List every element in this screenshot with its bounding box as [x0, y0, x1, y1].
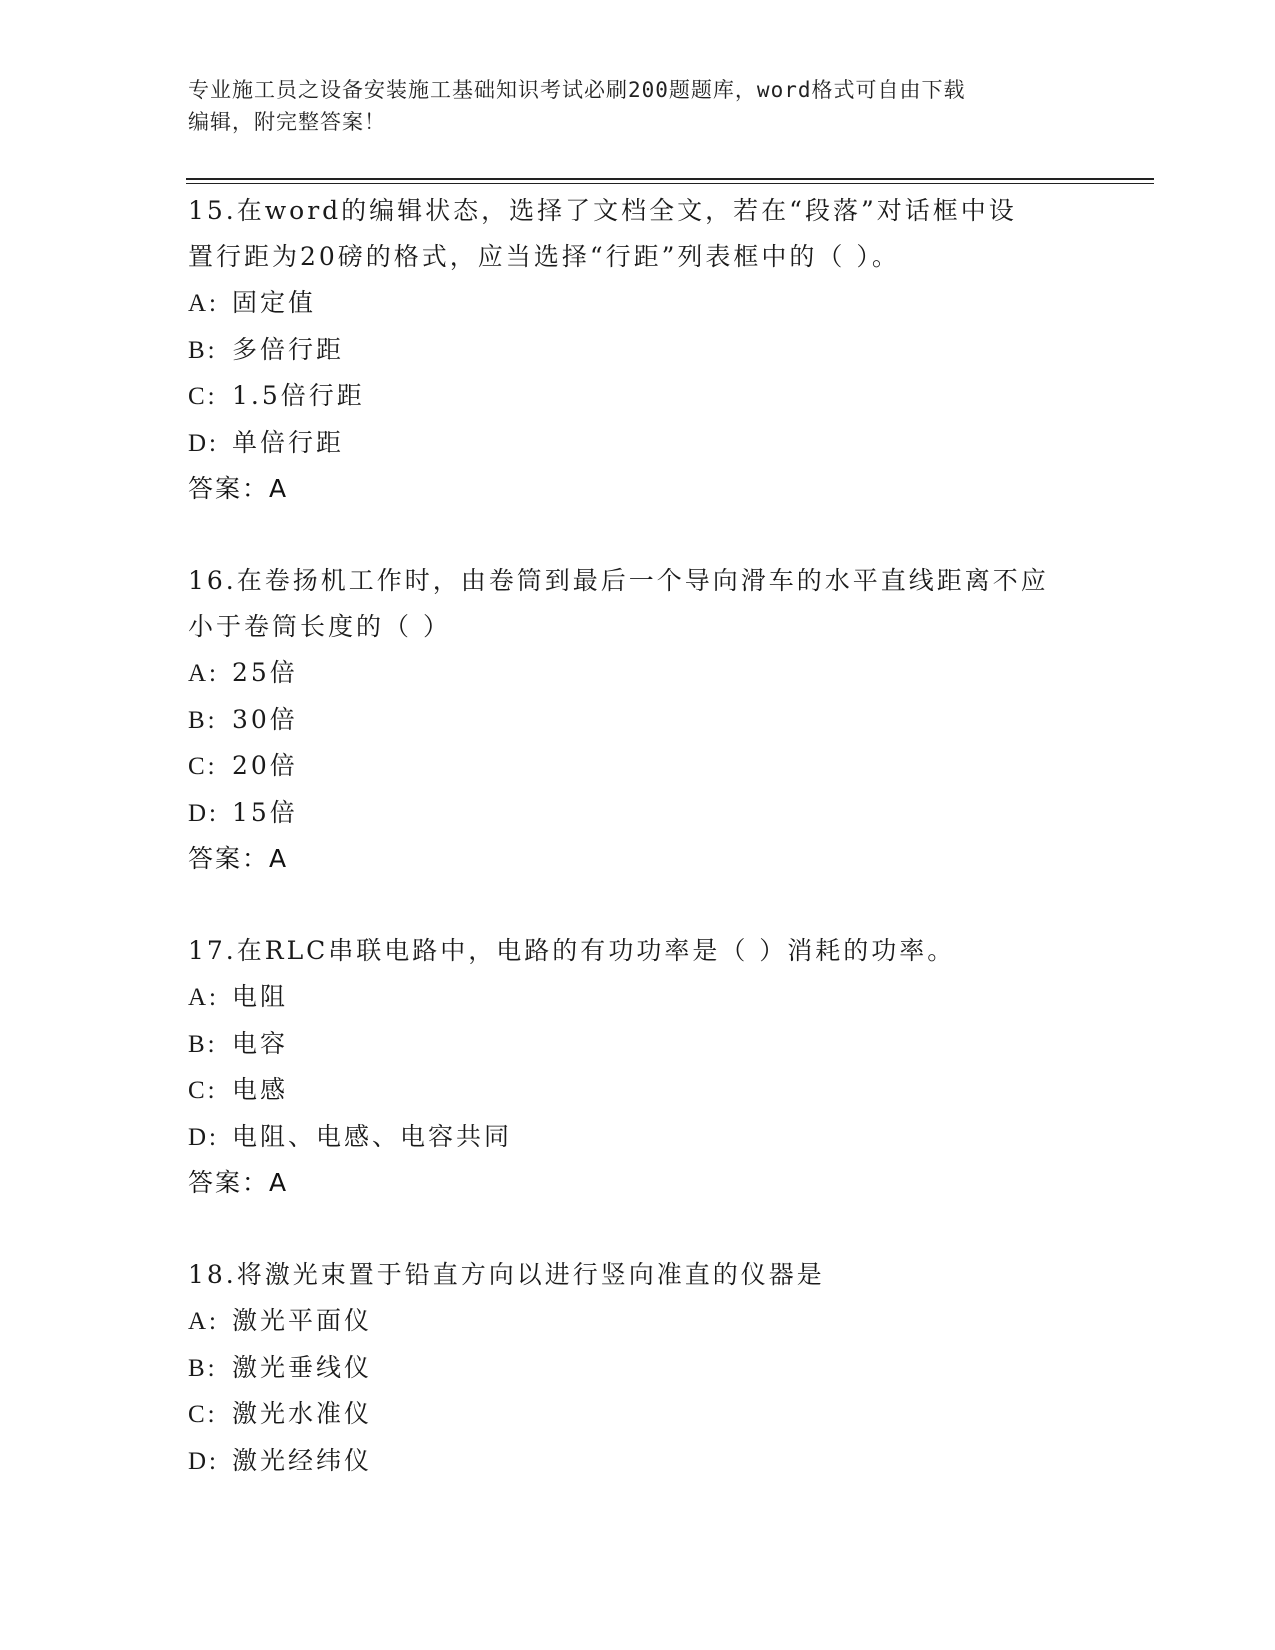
option-text: 电阻: [232, 982, 289, 1011]
option-a: [188, 974, 1088, 1021]
option-b: [188, 1345, 1088, 1392]
option-text: 1.5倍行距: [232, 381, 365, 410]
header-line-2: 编辑，附完整答案！: [188, 110, 386, 134]
option-d: [188, 1114, 1088, 1161]
question-17: [188, 928, 1088, 1205]
option-d: [188, 1438, 1088, 1485]
header-divider-thin: [186, 183, 1154, 184]
option-key: A:: [188, 984, 219, 1011]
option-text: 固定值: [232, 288, 317, 317]
option-text: 单倍行距: [232, 427, 345, 457]
option-c: [188, 743, 1088, 790]
option-key: A:: [188, 660, 219, 687]
option-text: 25倍: [232, 658, 298, 687]
option-text: 电阻、电感、电容共同: [232, 1121, 513, 1151]
option-text: 电容: [232, 1028, 289, 1058]
option-a: [188, 650, 1088, 697]
option-text: 15倍: [232, 797, 298, 827]
option-key: A:: [188, 290, 219, 317]
option-c: [188, 1391, 1088, 1438]
option-c: [188, 1067, 1088, 1114]
option-a: [188, 1298, 1088, 1345]
option-key: A:: [188, 1308, 219, 1335]
option-text: 激光平面仪: [232, 1306, 373, 1335]
question-stem-line: 15.在word的编辑状态，选择了文档全文，若在“段落”对话框中设: [188, 196, 1017, 225]
question-stem-line: 16.在卷扬机工作时，由卷筒到最后一个导向滑车的水平直线距离不应: [188, 566, 1049, 595]
header-line-1: 专业施工员之设备安装施工基础知识考试必刷200题题库，word格式可自由下载: [188, 78, 966, 102]
option-text: 20倍: [232, 751, 298, 780]
option-key: B:: [188, 1354, 218, 1382]
option-key: D:: [188, 429, 219, 457]
option-key: C:: [188, 1077, 218, 1104]
option-b: [188, 1021, 1088, 1068]
question-18: [188, 1252, 1088, 1484]
option-b: [188, 697, 1088, 744]
option-c: [188, 373, 1088, 420]
option-key: C:: [188, 753, 218, 780]
option-key: B:: [188, 706, 218, 734]
option-key: D:: [188, 1447, 219, 1475]
option-text: 激光水准仪: [232, 1399, 373, 1428]
option-text: 多倍行距: [232, 334, 345, 364]
header-divider-thick: [186, 178, 1154, 180]
answer-line: 答案：A: [188, 474, 289, 503]
option-text: 激光经纬仪: [232, 1445, 373, 1475]
option-key: B:: [188, 336, 218, 364]
option-key: C:: [188, 1401, 218, 1428]
question-stem-line: 小于卷筒长度的（ ）: [188, 612, 451, 641]
option-d: [188, 790, 1088, 837]
option-key: C:: [188, 383, 218, 410]
option-b: [188, 327, 1088, 374]
option-key: D:: [188, 1123, 219, 1151]
option-text: 激光垂线仪: [232, 1352, 373, 1382]
question-stem-line: 17.在RLC串联电路中，电路的有功功率是（ ）消耗的功率。: [188, 936, 956, 965]
option-text: 30倍: [232, 704, 298, 734]
option-text: 电感: [232, 1075, 289, 1104]
option-key: D:: [188, 799, 219, 827]
question-stem-line: 18.将激光束置于铅直方向以进行竖向准直的仪器是: [188, 1260, 825, 1289]
question-15: [188, 188, 1088, 511]
answer-line: 答案：A: [188, 1168, 289, 1197]
document-header: [188, 74, 1068, 138]
option-d: [188, 420, 1088, 467]
option-a: [188, 280, 1088, 327]
question-stem-line: 置行距为20磅的格式，应当选择“行距”列表框中的（ ）。: [188, 242, 900, 271]
question-16: [188, 558, 1088, 881]
answer-line: 答案：A: [188, 844, 289, 873]
question-list: [188, 188, 1088, 1531]
option-key: B:: [188, 1030, 218, 1058]
